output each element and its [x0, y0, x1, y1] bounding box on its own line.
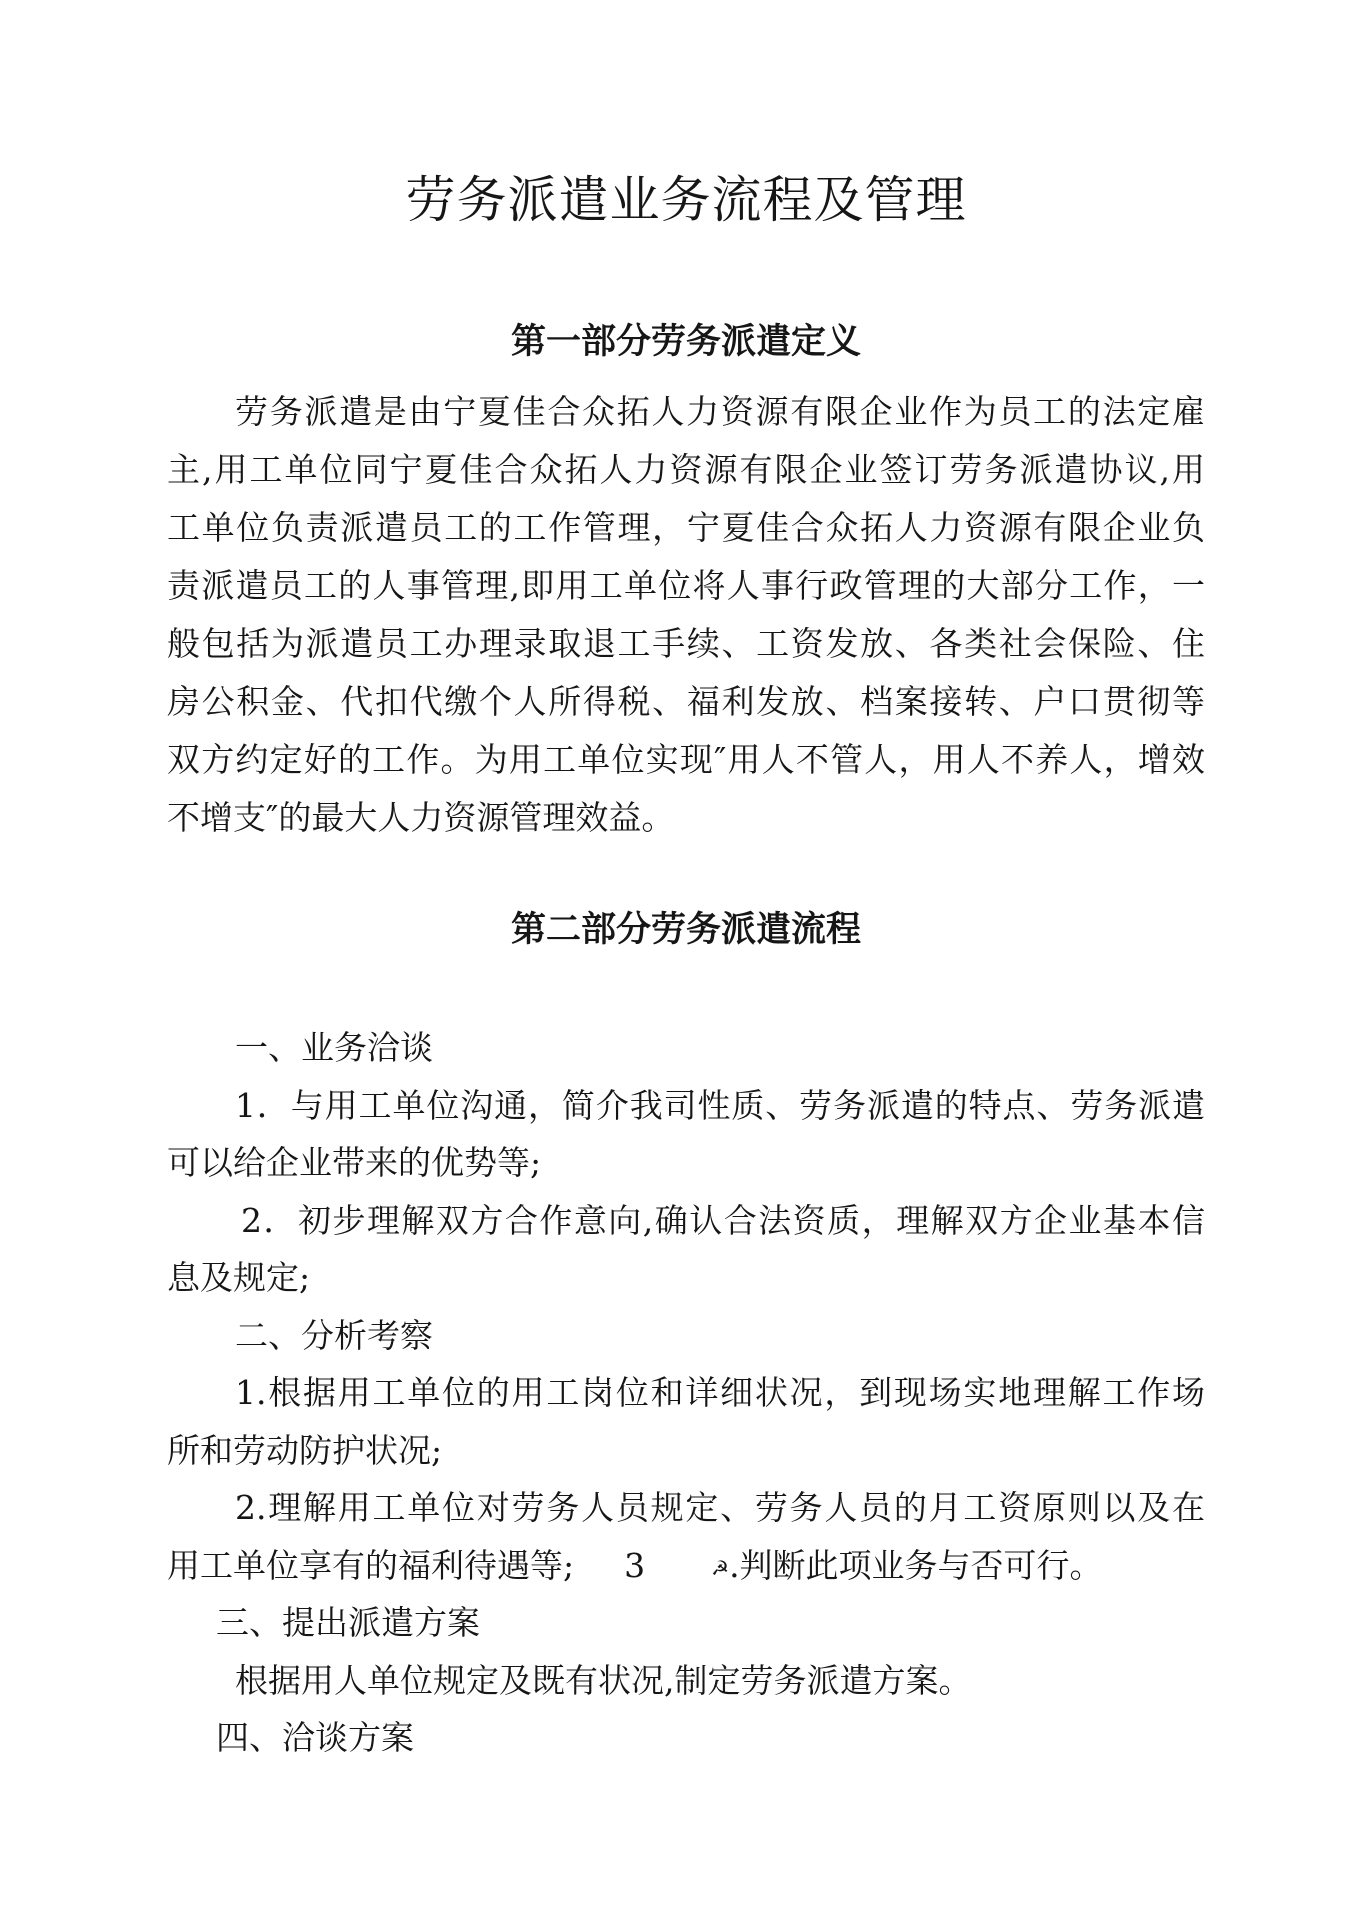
list-item-line: 2．初步理解双方合作意向,确认合法资质，理解双方企业基本信	[241, 1200, 1205, 1240]
paragraph-line: 主,用工单位同宁夏佳合众拓人力资源有限企业签订劳务派遣协议,用	[167, 450, 1205, 489]
subsection-heading: 四、洽谈方案	[216, 1718, 414, 1757]
subsection-heading: 一、业务洽谈	[235, 1028, 433, 1067]
list-item-line: 2.理解用工单位对劳务人员规定、劳务人员的月工资原则以及在	[235, 1488, 1205, 1527]
paragraph-line: 劳务派遣是由宁夏佳合众拓人力资源有限企业作为员工的法定雇	[235, 392, 1205, 431]
list-item-text: 用工单位享有的福利待遇等;	[167, 1545, 575, 1585]
paragraph-line: 不增支″的最大人力资源管理效益。	[167, 798, 675, 837]
subsection-heading: 二、分析考察	[235, 1315, 433, 1355]
stray-symbol-glyph: ☭	[711, 1555, 730, 1580]
list-item-text: .判断此项业务与否可行。	[729, 1545, 1103, 1585]
list-item-line: 可以给企业带来的优势等;	[167, 1143, 542, 1182]
section-body-part2	[167, 1019, 1205, 1767]
list-item-line: 息及规定;	[167, 1258, 311, 1297]
list-item-line: 1.根据用工单位的用工岗位和详细状况，到现场实地理解工作场	[235, 1373, 1205, 1412]
list-item-line: 所和劳动防护状况;	[167, 1430, 443, 1470]
paragraph-line: 般包括为派遣员工办理录取退工手续、工资发放、各类社会保险、住	[167, 624, 1205, 663]
paragraph-line: 工单位负责派遣员工的工作管理，宁夏佳合众拓人力资源有限企业负	[167, 508, 1205, 547]
paragraph-line: 房公积金、代扣代缴个人所得税、福利发放、档案接转、户口贯彻等	[167, 682, 1205, 721]
document-title: 劳务派遣业务流程及管理	[405, 171, 967, 229]
section-body-part1	[167, 383, 1205, 847]
list-item-line-mixed	[167, 1537, 1205, 1595]
paragraph-line: 双方约定好的工作。为用工单位实现″用人不管人，用人不养人，增效	[167, 740, 1205, 779]
list-item-line: 1．与用工单位沟通，简介我司性质、劳务派遣的特点、劳务派遣	[235, 1085, 1205, 1125]
list-item-number: 3	[624, 1545, 646, 1585]
section-heading-part1: 第一部分劳务派遣定义	[510, 321, 861, 362]
subsection-heading: 三、提出派遣方案	[216, 1603, 480, 1642]
paragraph-line: 责派遣员工的人事管理,即用工单位将人事行政管理的大部分工作，一	[167, 566, 1205, 605]
section-heading-part2: 第二部分劳务派遣流程	[510, 909, 861, 950]
paragraph-line: 根据用人单位规定及既有状况,制定劳务派遣方案。	[235, 1660, 972, 1700]
